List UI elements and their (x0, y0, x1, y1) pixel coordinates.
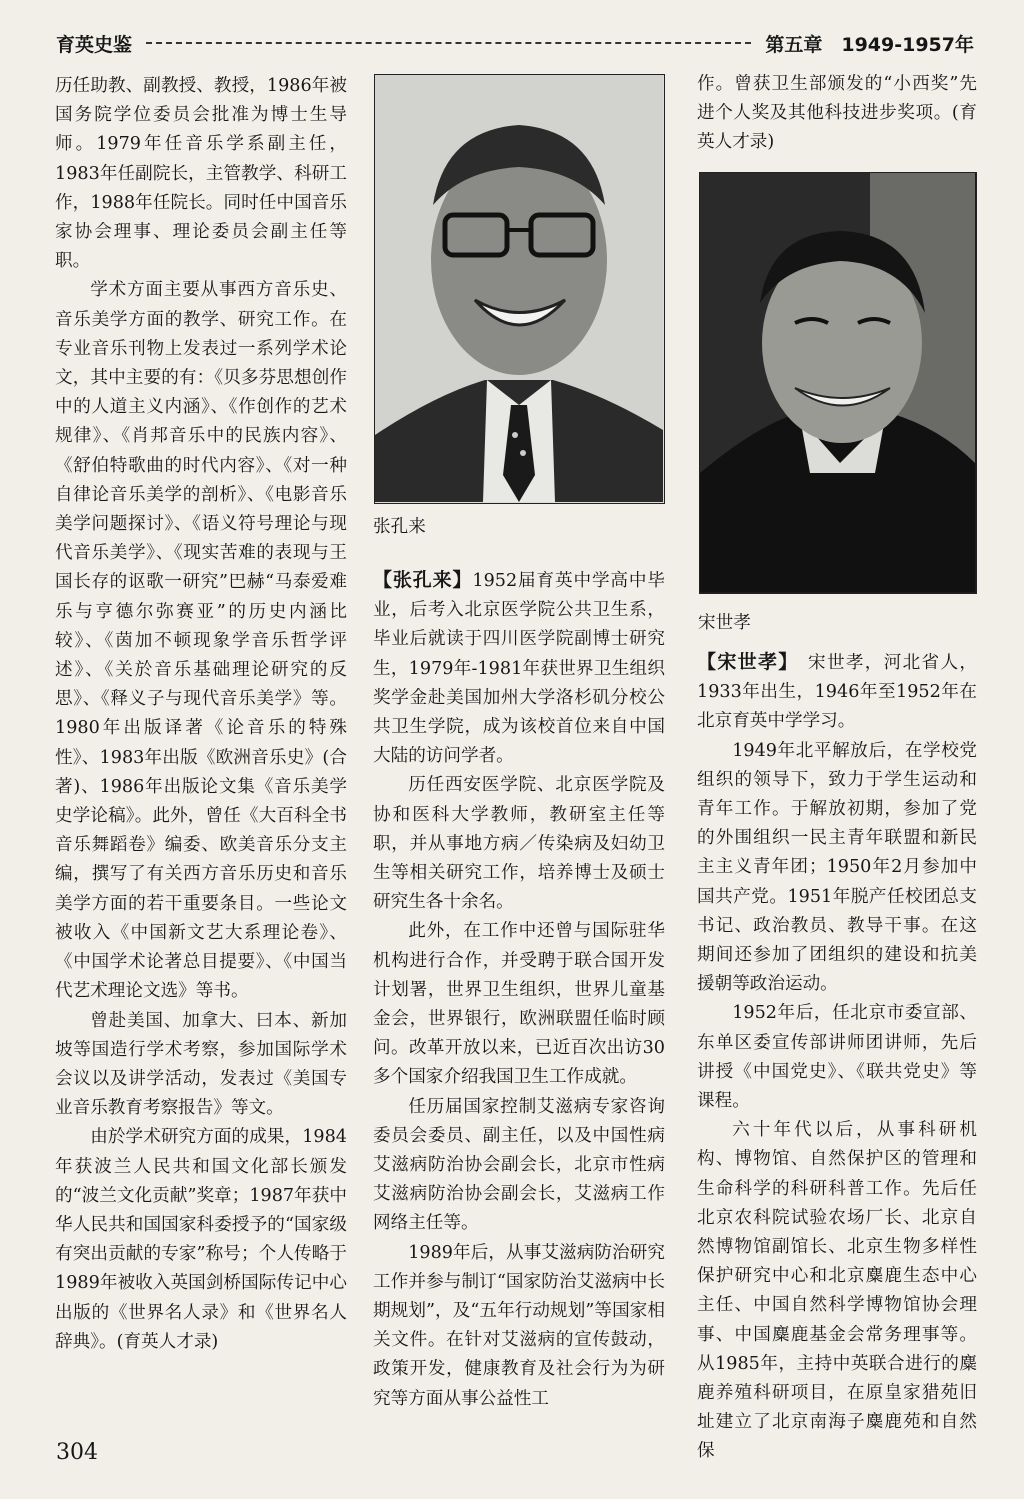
paragraph: 1949年北平解放后，在学校党组织的领导下，致力于学生运动和青年工作。于解放初期，参加了党的外围组织一民主青年联盟和新民主主义青年团；1950年2月参加中国共产党。1951年脱产任校团总支书记、政治教员、教导干事。在这期间还参加了团组织的建设和抗美援朝等政治运动。 (697, 740, 977, 995)
paragraph: 历任助教、副教授、教授，1986年被国务院学位委员会批准为博士生导师。1979年任音乐学系副主任，1983年任副院长，主管教学、科研工作，1988年任院长。同时任中国音乐家协会理事、理论委员会副主任等职。 (55, 76, 347, 272)
photo-caption: 张孔来 (373, 517, 426, 537)
header-dashed-rule (146, 42, 751, 44)
portrait-photo-zhang-konglai (374, 74, 665, 504)
entry-heading: 【张孔来】 (373, 569, 473, 591)
paragraph (697, 648, 977, 737)
text-column-middle (373, 566, 665, 1414)
portrait-photo-song-shixiao (699, 172, 977, 594)
paragraph: 曾赴美国、加拿大、曰本、新加坡等国造行学术考察，参加国际学术会议以及讲学活动，发表过《美国专业音乐教育考察报告》等文。 (55, 1010, 347, 1119)
paragraph: 作。曾获卫生部颁发的“小西奖”先进个人奖及其他科技进步奖项。(育英人才录) (697, 74, 977, 153)
running-header (56, 28, 974, 58)
text-column-right (697, 70, 977, 158)
paragraph: 此外，在工作中还曾与国际驻华机构进行合作，并受聘于联合国开发计划署，世界卫生组织，世界儿童基金会，世界银行，欧洲联盟任临时顾问。改革开放以来，已近百次出访30多个国家介绍我国卫生工作成就。 (373, 921, 665, 1088)
paragraph (373, 566, 665, 771)
header-book-title: 育英史鉴 (56, 33, 133, 56)
paragraph: 1989年后，从事艾滋病防治研究工作并参与制订“国家防治艾滋病中长期规划”，及“五年行动规划”等国家相关文件。在针对艾滋病的宣传鼓动，政策开发，健康教育及社会行为为研究等方面从事公益性工 (373, 1242, 665, 1409)
paragraph: 历任西安医学院、北京医学院及协和医科大学教师，教研室主任等职，并从事地方病／传染病及妇幼卫生等相关研究工作，培养博士及硕士研究生各十余名。 (373, 775, 665, 913)
paragraph: 任历届国家控制艾滋病专家咨询委员会委员、副主任，以及中国性病艾滋病防治协会副会长，北京市性病艾滋病防治协会副会长，艾滋病工作网络主任等。 (373, 1096, 665, 1234)
header-chapter: 第五章 1949-1957年 (765, 33, 974, 56)
entry-heading: 【宋世孝】 (697, 651, 790, 673)
paragraph: 学术方面主要从事西方音乐史、音乐美学方面的教学、研究工作。在专业音乐刊物上发表过一系列学术论文，其中主要的有：《贝多芬思想创作中的人道主义内涵》、《作创作的艺术规律》、《肖邦音乐中的民族内容》、《舒伯特歌曲的时代内容》、《对一种自律论音乐美学的剖析》、《电影音乐美学问题探讨》、《语义符号理论与现代音乐美学》、《现实苦难的表现与王国长存的讴歌一研究”巴赫“马泰爱难乐与亨德尔弥赛亚”的历史内涵比较》、《茵加不顿现象学音乐哲学评述》、《关於音乐基础理论研究的反思》、《释义子与现代音乐美学》等。1980年出版译著《论音乐的特殊性》、1983年出版《欧洲音乐史》(合著)、1986年出版论文集《音乐美学史学论稿》。此外，曾任《大百科全书音乐舞蹈卷》编委、欧美音乐分支主编，撰写了有关西方音乐历史和音乐美学方面的若干重要条目。一些论文被收入《中国新文艺大系理论卷》、《中国学术论著总目提要》、《中国当代艺术理论文选》等书。 (55, 280, 347, 1002)
entry-text: 宋世孝，河北省人，1933年出生，1946年至1952年在北京育英中学学习。 (697, 653, 977, 732)
text-column-left (55, 72, 347, 1357)
paragraph: 1952年后，任北京市委宣部、东单区委宣传部讲师团讲师，先后讲授《中国党史》、《联共党史》等课程。 (697, 1003, 977, 1112)
text-column-right-lower (697, 648, 977, 1467)
paragraph: 由於学术研究方面的成果，1984年获波兰人民共和国文化部长颁发的“波兰文化贡献”奖章；1987年获中华人民共和国国家科委授予的“国家级有突出贡献的专家”称号；个人传略于1989年被收入英国剑桥国际传记中心出版的《世界名人录》和《世界名人辞典》。(育英人才录) (55, 1127, 347, 1352)
page-number: 304 (56, 1440, 98, 1465)
portrait-illustration (700, 173, 975, 592)
photo-caption: 宋世孝 (698, 613, 751, 633)
entry-text: 1952届育英中学高中毕业，后考入北京医学院公共卫生系，毕业后就读于四川医学院副博士研究生，1979年-1981年获世界卫生组织奖学金赴美国加州大学洛杉矶分校公共卫生学院，成为该校首位来自中国大陆的访问学者。 (373, 571, 665, 767)
portrait-illustration (375, 75, 663, 502)
paragraph: 六十年代以后，从事科研机构、博物馆、自然保护区的管理和生命科学的科研科普工作。先后任北京农科院试验农场厂长、北京自然博物馆副馆长、北京生物多样性保护研究中心和北京麋鹿生态中心主任、中国自然科学博物馆协会理事、中国麋鹿基金会常务理事等。从1985年，主持中英联合进行的麋鹿养殖科研项目，在原皇家猎苑旧址建立了北京南海子麋鹿苑和自然保 (697, 1120, 977, 1462)
